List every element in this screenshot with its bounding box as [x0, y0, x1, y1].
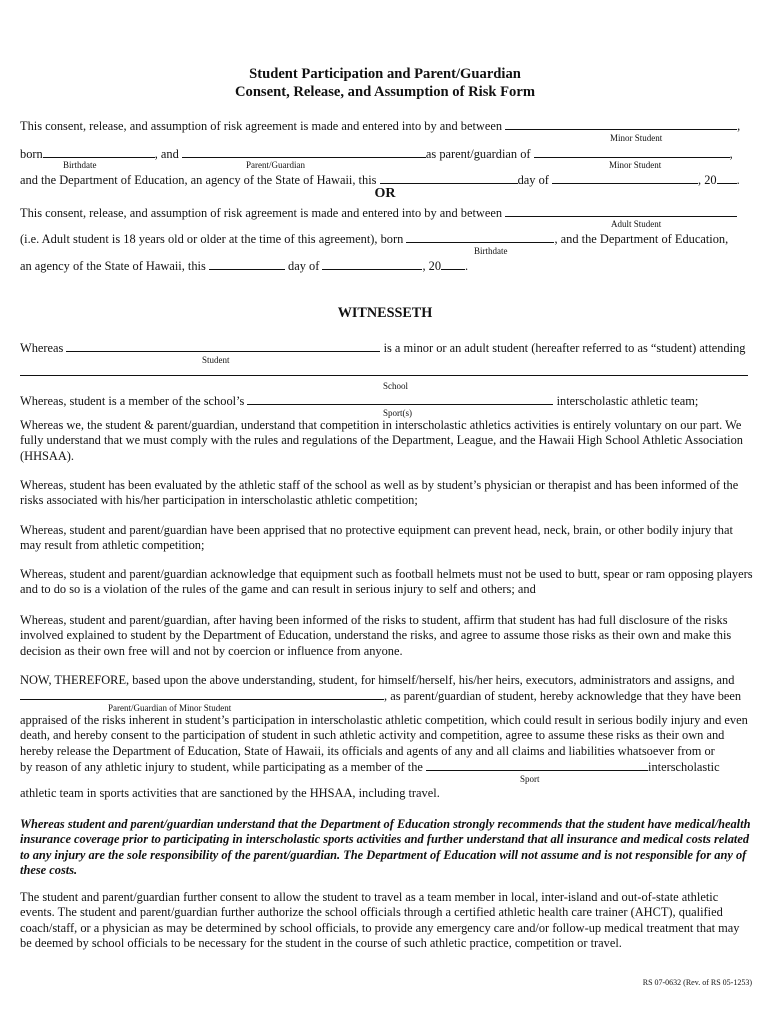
- caption-sports: Sport(s): [383, 408, 412, 418]
- is-minor-text: is a minor or an adult student (hereafter referred to as “student) attending: [383, 341, 746, 355]
- agency-line: an agency of the State of Hawaii, this day of , 20 .: [20, 259, 469, 273]
- adult-line: [20, 231, 752, 247]
- minor-student-field-2[interactable]: [534, 146, 730, 158]
- member-text: Whereas, student is a member of the school’s: [20, 394, 245, 408]
- adult-day-field[interactable]: [209, 258, 285, 270]
- doe-line: and the Department of Education, an agency of the State of Hawaii, this day of , 20 .: [20, 173, 740, 187]
- athletic-team-line: athletic team in sports activities that are sanctioned by the HHSAA, including travel.: [20, 786, 440, 800]
- day-of-label-2: day of: [288, 259, 320, 273]
- paragraph-protective-equipment: Whereas, student and parent/guardian have been apprised that no protective equipment can prevent head, neck, brain, or other bodily injury that may result from athletic competition;: [20, 523, 733, 553]
- year-field[interactable]: [717, 172, 737, 184]
- member-line: [20, 393, 752, 409]
- caption-sport: Sport: [520, 774, 540, 784]
- adult-text: (i.e. Adult student is 18 years old or older at the time of this agreement), born: [20, 232, 404, 246]
- as-parent-guardian-label: as parent/guardian of: [425, 147, 531, 161]
- intro-text: This consent, release, and assumption of risk agreement is made and entered into by and between: [20, 119, 503, 133]
- day-field[interactable]: [380, 172, 518, 184]
- paragraph-helmets: Whereas, student and parent/guardian acknowledge that equipment such as football helmets must not be used to butt, spear or ram opposing players and to do so is a violation of the rules of the game and can result in serious injury to self and others; and: [20, 567, 753, 597]
- parent-minor-field[interactable]: [20, 688, 384, 700]
- agency-text: an agency of the State of Hawaii, this: [20, 259, 206, 273]
- paragraph-voluntary: Whereas we, the student & parent/guardian, understand that competition in interscholastic athletics activities is entirely voluntary on our part. We fully understand that we must comply with the rules and regulations of the Department, League, and the Hawaii High School Athletic Association (HHSAA).: [20, 418, 743, 463]
- form-title-line1: Student Participation and Parent/Guardian: [249, 66, 521, 82]
- form-title-line2: Consent, Release, and Assumption of Risk Form: [234, 84, 535, 100]
- whereas-label: Whereas: [20, 341, 64, 355]
- birthdate-field[interactable]: [43, 146, 155, 158]
- caption-minor-student: Minor Student: [610, 133, 663, 143]
- intro-text-2: This consent, release, and assumption of risk agreement is made and entered into by and between: [20, 206, 503, 220]
- caption-parent-minor: Parent/Guardian of Minor Student: [108, 703, 232, 713]
- caption-parent-guardian: Parent/Guardian: [246, 160, 305, 170]
- adult-year-field[interactable]: [441, 258, 465, 270]
- adult-student-field[interactable]: [505, 205, 737, 217]
- parent-guardian-field[interactable]: [182, 146, 426, 158]
- or-heading: OR: [374, 186, 396, 201]
- interscholastic-team-text: interscholastic athletic team;: [556, 394, 699, 408]
- month-field[interactable]: [552, 172, 698, 184]
- sport-field[interactable]: [426, 759, 648, 771]
- parent-ack-line: [20, 688, 752, 704]
- year-label: , 20: [698, 173, 717, 187]
- minor-student-field[interactable]: [505, 118, 737, 130]
- witnesseth-heading: WITNESSETH: [337, 305, 433, 321]
- caption-adult-student: Adult Student: [611, 219, 662, 229]
- paragraph-apprised: appraised of the risks inherent in student’s participation in interscholastic athletic competition, which could result in serious bodily injury and even death, and hereby consent to the participation of student in such athletic activity and competition, agree to assume these risks as their own and hereby release the Department of Education, State of Hawaii, its officials and agents of any and all claims and liabilities whatsoever from or: [20, 713, 748, 758]
- as-parent-ack-text: , as parent/guardian of student, hereby acknowledge that they have been: [384, 689, 742, 703]
- adult-month-field[interactable]: [322, 258, 422, 270]
- caption-student: Student: [202, 355, 230, 365]
- and-doe-label: , and the Department of Education,: [554, 232, 729, 246]
- year-label-2: , 20: [422, 259, 442, 273]
- form-number: RS 07-0632 (Rev. of RS 05-1253): [642, 978, 752, 987]
- paragraph-insurance: Whereas student and parent/guardian understand that the Department of Education strongly recommends that the student have medical/health insurance coverage prior to participating in interscholastic sports activities and further understand that all insurance and medical costs related to any injury are the sole responsibility of the parent/guardian. The Department of Education will not assume and is not responsible for any of these costs.: [20, 817, 751, 877]
- paragraph-evaluated: Whereas, student has been evaluated by the athletic staff of the school as well as by student’s physician or therapist and has been informed of the risks associated with his/her participation in interscholastic athletic competition;: [20, 478, 739, 508]
- student-name-field[interactable]: [66, 340, 380, 352]
- by-reason-line: [20, 759, 752, 775]
- born-line: born , and as parent/guardian of ,: [20, 147, 733, 161]
- paragraph-disclosure: Whereas, student and parent/guardian, after having been informed of the risks to student, affirm that student has had full disclosure of the risks involved explained to student by the Department of Education, understand the risks, and agree to assume those risks as their own and make this decision as their own free will and not by coercion or influence from anyone.: [20, 613, 732, 658]
- sports-field[interactable]: [247, 393, 553, 405]
- born-label: born: [20, 147, 43, 161]
- school-field[interactable]: [20, 375, 748, 376]
- doe-text: and the Department of Education, an agency of the State of Hawaii, this: [20, 173, 377, 187]
- caption-birthdate-2: Birthdate: [474, 246, 508, 256]
- now-therefore-line: NOW, THEREFORE, based upon the above understanding, student, for himself/herself, his/her heirs, executors, administrators and assigns, and: [20, 673, 735, 687]
- and-label: , and: [154, 147, 179, 161]
- caption-minor-student-2: Minor Student: [609, 160, 662, 170]
- caption-birthdate: Birthdate: [63, 160, 97, 170]
- day-of-label: day of: [517, 173, 549, 187]
- by-reason-text: by reason of any athletic injury to student, while participating as a member of the: [20, 760, 423, 774]
- interscholastic-label: interscholastic: [648, 760, 720, 774]
- whereas-student-line: [20, 340, 752, 356]
- paragraph-travel: The student and parent/guardian further consent to allow the student to travel as a team member in local, inter-island and out-of-state athletic events. The student and parent/guardian further authorize the school officials through a certified athletic health care trainer (AHCT), qualified coach/staff, or a physician as may be determined by school officials, to provide any emergency care and/or follow-up medical treatment that may be deemed by school officials to be necessary for the student in the course of such athletic practice, competition or travel.: [20, 890, 740, 950]
- caption-school: School: [383, 381, 409, 391]
- intro-line: This consent, release, and assumption of risk agreement is made and entered into by and between ,: [20, 119, 741, 133]
- adult-birthdate-field[interactable]: [406, 231, 554, 243]
